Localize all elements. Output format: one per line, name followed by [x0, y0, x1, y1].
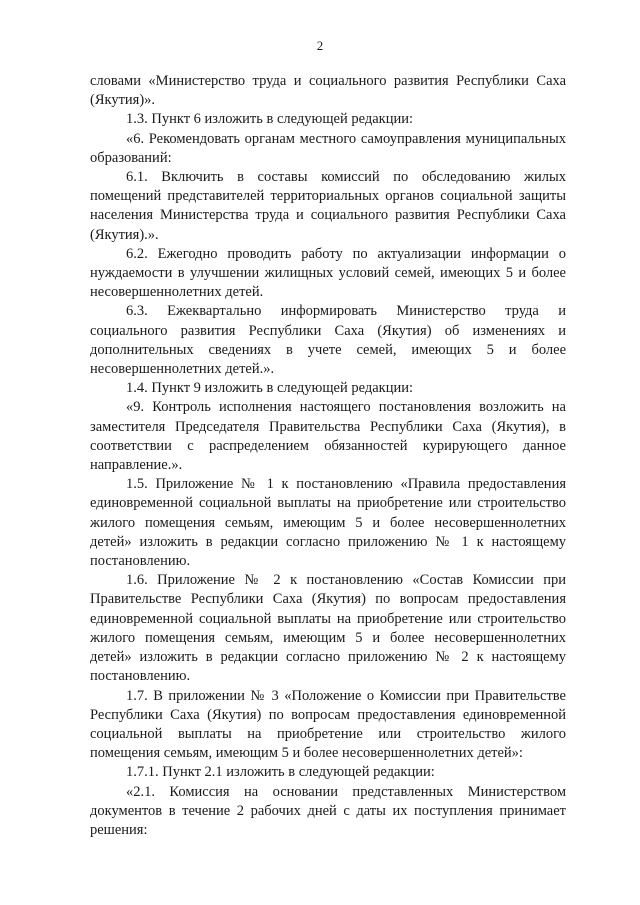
paragraph-1-4: 1.4. Пункт 9 изложить в следующей редакции: — [126, 380, 414, 397]
paragraph-6-1: 6.1. Включить в составы комиссий по обследованию жилых помещений представителей территориальных органов социальной защиты населения Министерства труда и социального развития Республики Саха (Якутия).». — [90, 169, 566, 243]
paragraph-1-3: 1.3. Пункт 6 изложить в следующей редакции: — [126, 111, 414, 128]
page-number: 2 — [316, 38, 324, 53]
paragraph-1-7-1: 1.7.1. Пункт 2.1 изложить в следующей редакции: — [126, 764, 435, 781]
paragraph-1-7: 1.7. В приложении № 3 «Положение о Комиссии при Правительстве Республики Саха (Якутия) по вопросам предоставления единовременной социальной выплаты на приобретение или строительство жилого помещения семьям, имеющим 5 и более несовершеннолетних детей»: — [90, 687, 566, 762]
paragraph-2-1: «2.1. Комиссия на основании представленных Министерством документов в течение 2 рабочих дней с даты их поступления принимает решения: — [90, 783, 566, 838]
paragraph-item-9: «9. Контроль исполнения настоящего постановления возложить на заместителя Председателя Правительства Республики Саха (Якутия), в соответствии с распределением обязанностей курирующего данное направление.». — [90, 399, 566, 474]
paragraph-1-6: 1.6. Приложение № 2 к постановлению «Состав Комиссии при Правительстве Республики Саха (Якутия) по вопросам предоставления единовременной социальной выплаты на приобретение или строительство жилого помещения семьям, имеющим 5 и более несовершеннолетних детей» изложить в редакции согласно приложению № 2 к настоящему постановлению. — [90, 572, 566, 685]
paragraph-6-2: 6.2. Ежегодно проводить работу по актуализации информации о нуждаемости в улучшении жилищных условий семей, имеющих 5 и более несовершеннолетних детей. — [90, 245, 566, 301]
paragraph-continuation: словами «Министерство труда и социального развития Республики Саха (Якутия)». — [90, 73, 566, 109]
paragraph-item-6: «6. Рекомендовать органам местного самоуправления муниципальных образований: — [90, 130, 566, 166]
document-body — [90, 72, 566, 840]
paragraph-6-3: 6.3. Ежеквартально информировать Министерство труда и социального развития Республики Саха (Якутия) об изменениях и дополнительных сведениях в учете семей, имеющих 5 и более несовершеннолетних детей.». — [90, 303, 566, 378]
paragraph-1-5: 1.5. Приложение № 1 к постановлению «Правила предоставления единовременной социальной выплаты на приобретение или строительство жилого помещения семьям, имеющим 5 и более несовершеннолетних детей» изложить в редакции согласно приложению № 1 к настоящему постановлению. — [90, 476, 566, 570]
